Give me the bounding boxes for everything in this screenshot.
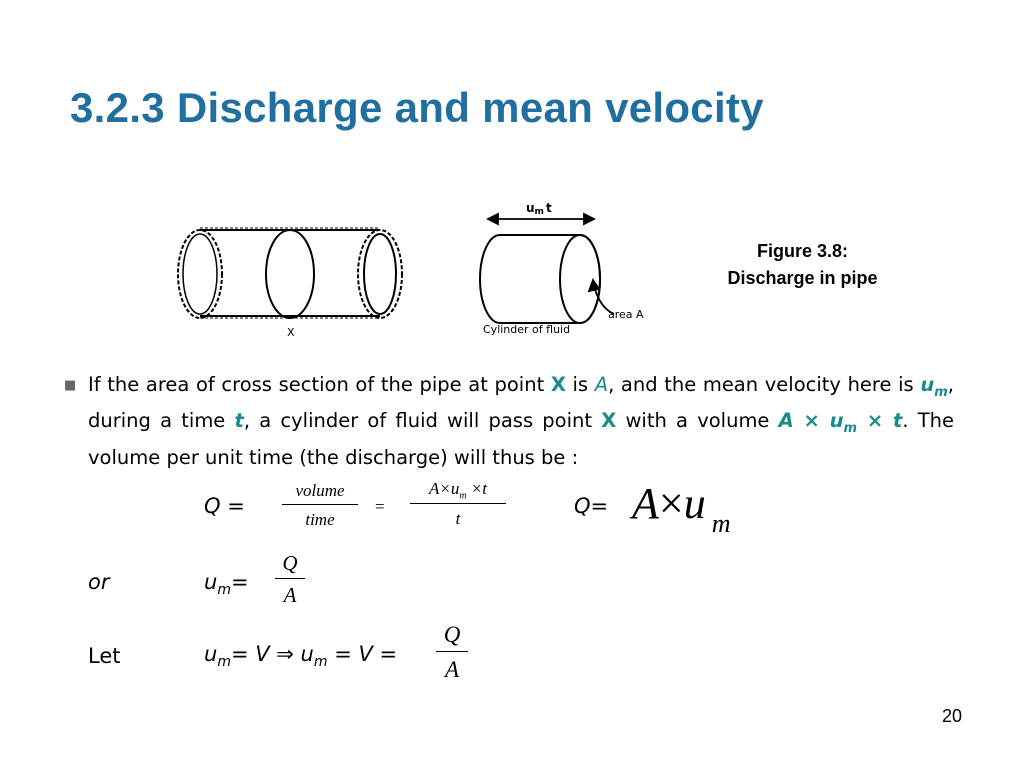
q-over-a (275, 551, 305, 608)
area-label: area A (608, 308, 644, 321)
page-number: 20 (941, 706, 962, 726)
fluid-cylinder (480, 235, 600, 323)
caption-line-1: Figure 3.8: (756, 241, 849, 261)
fraction-numerator: $A\times u_m \times t$ (428, 479, 488, 502)
pipe-figure (170, 190, 670, 340)
big-formula: A×u $_m$ (632, 479, 731, 538)
arrow-icon (488, 214, 614, 314)
fraction-numerator: Q (443, 622, 461, 647)
pipe-drawing (178, 228, 402, 318)
q-label: Q = (204, 494, 245, 518)
caption-line-2: Discharge in pipe (727, 268, 878, 288)
cylinder-label: Cylinder of fluid (483, 323, 571, 336)
let-equation: $u_m= V$ ⇒ $u_m = V$ = (204, 642, 398, 671)
aut-over-t (410, 479, 506, 529)
fraction-denominator: t (455, 509, 461, 529)
fraction-numerator: volume (295, 481, 345, 500)
um-label: $u_m=$ (204, 570, 249, 599)
velocity-time-label: um t (526, 201, 552, 217)
body-paragraph: If the area of cross section of the pipe at point X is A, and the mean velocity here is $u_m$, during a time t, a cylinder of fluid will pass point X with a volume $A \times u_m \times t$. The volume per unit time (the discharge) will thus be : (88, 373, 955, 469)
slide-title: 3.2.3 Discharge and mean velocity (70, 84, 764, 131)
bullet-icon: ■ (64, 378, 77, 393)
figure-caption (700, 238, 905, 292)
equals-sign: = (375, 497, 385, 516)
q2-label: Q= (574, 494, 609, 518)
volume-over-time (282, 481, 358, 530)
or-label: or (88, 570, 110, 594)
let-label: Let (88, 644, 121, 668)
fraction-denominator: A (283, 583, 297, 607)
fraction-denominator: A (444, 657, 460, 682)
pipe-x-label: X (287, 326, 295, 339)
q-over-a-2 (436, 622, 468, 683)
fraction-denominator: time (305, 510, 335, 529)
fraction-numerator: Q (282, 551, 298, 575)
